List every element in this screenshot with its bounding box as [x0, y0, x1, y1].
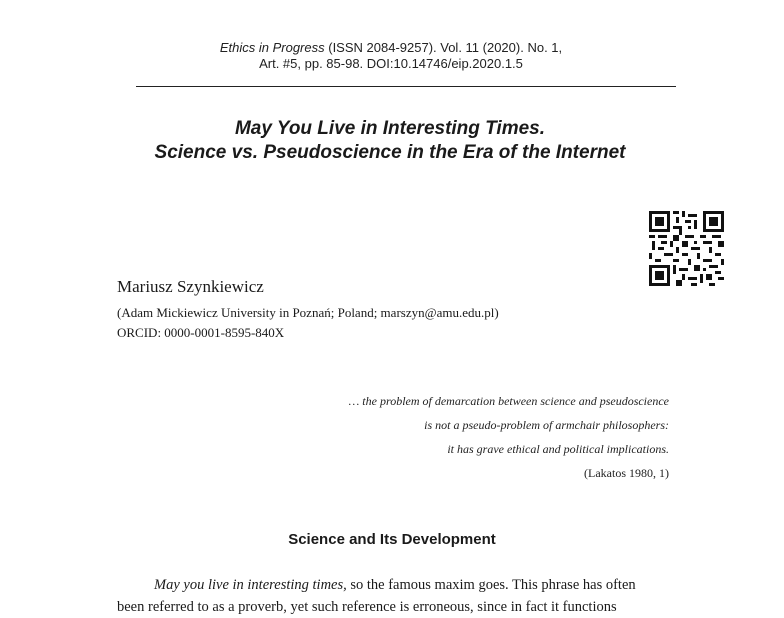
- author-name: Mariusz Szynkiewicz: [117, 277, 264, 296]
- section-heading: Science and Its Development: [288, 531, 496, 548]
- epigraph-citation: (Lakatos 1980, 1): [584, 466, 669, 480]
- article-title: [100, 117, 680, 165]
- journal-issue-info: (ISSN 2084-9257). Vol. 11 (2020). No. 1,: [324, 40, 563, 55]
- author-affiliation: (Adam Mickiewicz University in Poznań; Poland; marszyn@amu.edu.pl): [117, 305, 499, 320]
- journal-header: [120, 40, 662, 72]
- journal-name: Ethics in Progress: [219, 40, 325, 55]
- paragraph-line-1: [117, 574, 669, 596]
- body-paragraph: [117, 574, 669, 618]
- title-line-1: May You Live in Interesting Times.: [234, 118, 546, 139]
- header-divider: [136, 86, 676, 87]
- title-line-2: Science vs. Pseudoscience in the Era of the Internet: [154, 142, 626, 163]
- epigraph-line-3: it has grave ethical and political implications.: [447, 442, 669, 456]
- epigraph-line-1: … the problem of demarcation between science and pseudoscience: [348, 394, 669, 408]
- epigraph: [269, 389, 669, 485]
- paragraph-italic-phrase: May you live in interesting times,: [154, 577, 347, 593]
- epigraph-line-2: is not a pseudo-problem of armchair philosophers:: [424, 418, 669, 432]
- paragraph-line-1-rest: so the famous maxim goes. This phrase has often: [346, 577, 636, 593]
- author-orcid: ORCID: 0000-0001-8595-840X: [117, 325, 285, 340]
- paragraph-line-2: been referred to as a proverb, yet such reference is erroneous, since in fact it functions: [117, 599, 617, 615]
- qr-code-icon[interactable]: [649, 211, 724, 286]
- journal-citation-line-2: Art. #5, pp. 85-98. DOI:10.14746/eip.2020.1.5: [259, 56, 523, 71]
- journal-citation-line-1: [120, 40, 662, 56]
